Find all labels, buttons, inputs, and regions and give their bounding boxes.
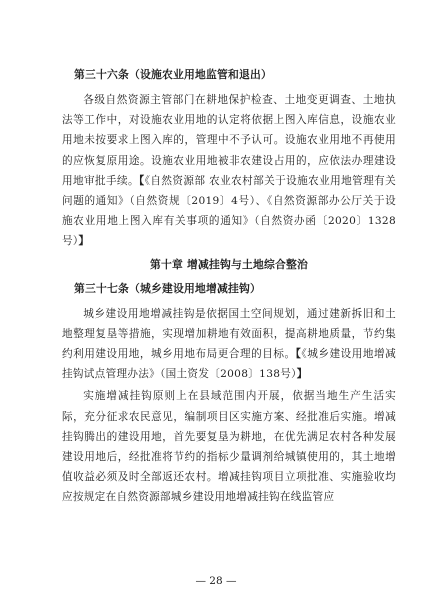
page-content xyxy=(62,66,396,510)
reference-open-bracket: 【 xyxy=(138,174,145,187)
chapter-10-heading: 第十章 增减挂钩与土地综合整治 xyxy=(150,257,308,271)
article-36-body: 各级自然资源主管部门在耕地保护检查、土地变更调查、土地执法等工作中，对设施农业用地的认定将依据上图入库信息，设施农业用地未按要求上图入库的，管理中不予认可。设施农业用地不再使用的应恢复原用途。设施农业用地被非农建设占用的，应依法办理建设用地审批手续。 xyxy=(62,94,396,187)
article-37-paragraph-1 xyxy=(62,304,396,385)
reference-close-bracket: 】 xyxy=(296,368,308,381)
article-37-paragraph-2: 实施增减挂钩原则上在县域范围内开展，依据当地生产生活实际，充分征求农民意见，编制项目区实施方案、经批准后实施。增减挂钩腾出的建设用地，首先要复垦为耕地，在优先满足农村各种发展建设用地后，经批准将节约的指标少量调剂给城镇使用的，其土地增值收益必须及时全部返还农村。增减挂钩项目立项批准、实施验收均应按规定在自然资源部城乡建设用地增减挂钩在线监管应 xyxy=(62,390,396,504)
page-number: — 28 — xyxy=(195,575,237,587)
article-36-reference: 《自然资源部 农业农村部关于设施农业用地管理有关问题的通知》（自然资规〔2019〕4号）、《自然资源部办公厅关于设施农业用地上图入库有关事项的通知》（自然资办函〔2020〕1328号） xyxy=(62,174,396,248)
article-36-heading: 第三十六条（设施农业用地监管和退出） xyxy=(74,68,272,81)
reference-close-bracket: 】 xyxy=(78,235,90,248)
article-37-heading: 第三十七条（城乡建设用地增减挂钩） xyxy=(74,281,261,295)
reference-open-bracket: 【 xyxy=(295,348,302,361)
article-36-paragraph xyxy=(62,90,396,252)
article-37-reference: 《城乡建设用地增减挂钩试点管理办法》（国土资发〔2008〕138号） xyxy=(62,348,396,381)
article-37-body-1: 城乡建设用地增减挂钩是依据国土空间规划，通过建新拆旧和土地整理复垦等措施，实现增加耕地有效面积，提高耕地质量，节约集约利用建设用地，城乡用地布局更合理的目标。 xyxy=(62,307,396,361)
